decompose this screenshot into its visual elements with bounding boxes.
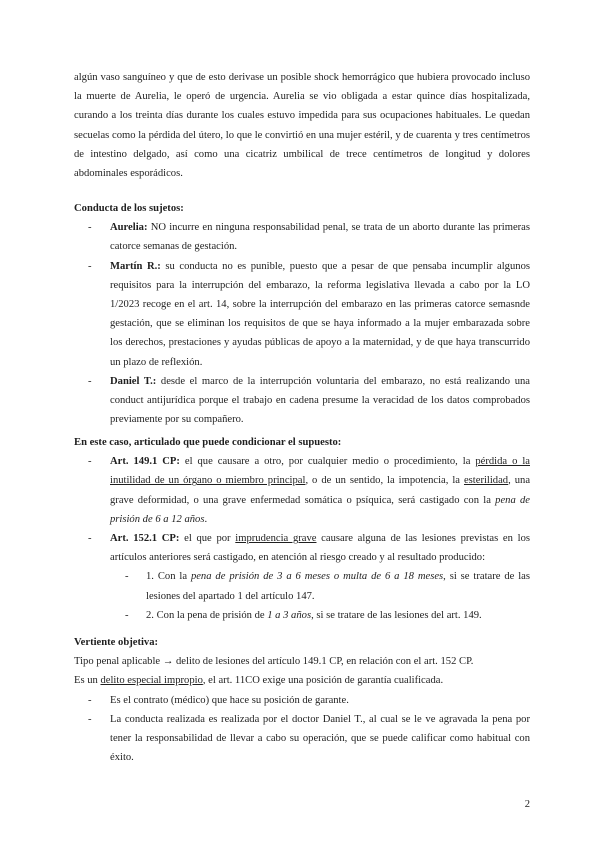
subject-text: su conducta no es punible, puesto que a pesar de que pensaba incumplir algunos requisitos para la interrupción del embarazo, la reforma legislativa llevada a cabo por la LO 1/2023 recoge en el art. 14, sobre la interrupción del embarazo en las primeras catorce semasnde gestación, que se eliminan los requisitos de que se haya informado a la mujer embarazada sobre los derechos, prestaciones y ayudas públicas de apoyo a la maternidad, y de que haya transcurrido un plazo de reflexión.	[110, 260, 530, 368]
vertiente-list	[74, 691, 530, 768]
articulado-heading: En este caso, articulado que puede condicionar el supuesto:	[74, 437, 342, 448]
intro-section	[74, 68, 530, 183]
underlined-text: imprudencia grave	[235, 533, 317, 545]
italic-text: pena de prisión de 3 a 6 meses o multa de 6 a 18 meses	[190, 571, 444, 583]
underlined-text: esterilidad	[463, 475, 509, 487]
line-text: Es un	[74, 675, 101, 687]
vertiente-line-2	[74, 671, 530, 690]
article-text: , una grave deformidad, o una grave enfermedad somática o psíquica, será castigado con la	[110, 475, 531, 506]
list-item	[74, 218, 530, 256]
underlined-text: pérdida o la inutilidad de un órgano o miembro principal	[110, 456, 530, 487]
vertiente-line-1: Tipo penal aplicable → delito de lesiones del artículo 149.1 CP, en relación con el art. 152 CP.	[74, 656, 474, 668]
sub-list-item	[110, 606, 530, 625]
subject-name: Daniel T.:	[110, 375, 157, 387]
sub-text: 1. Con la	[146, 571, 191, 583]
list-item: - Es el contrato (médico) que hace su posición de garante.	[74, 691, 530, 710]
sub-text: , si se tratare de las lesiones del apartado 1 del artículo 147.	[146, 571, 530, 602]
underlined-text: delito especial impropio	[100, 675, 203, 687]
list-item	[74, 529, 530, 625]
article-text: .	[204, 513, 208, 525]
article-text: el que causare a otro, por cualquier medio o procedimiento, la	[179, 456, 476, 468]
list-item	[74, 372, 530, 430]
conducta-heading: Conducta de los sujetos:	[74, 203, 184, 214]
conducta-section	[74, 199, 530, 429]
vertiente-section	[74, 633, 530, 767]
article-label: Art. 152.1 CP:	[110, 533, 180, 545]
list-item: - La conducta realizada es realizada por el doctor Daniel T., al cual se le ve agravada la pena por tener la responsabilidad de llevar a cabo su operación, que se puede calificar como habitual con éxito.	[74, 710, 530, 768]
page-number: 2	[524, 799, 530, 810]
italic-text: pena de prisión de 6 a 12 años	[110, 494, 530, 525]
articulado-list	[74, 452, 530, 625]
list-item	[74, 257, 530, 372]
subject-text: desde el marco de la interrupción voluntaria del embarazo, no está realizando una conduct antijurídica porque el trabajo en cadena presume la veracidad de los datos comprobados previamente por su compañero.	[110, 375, 530, 426]
sub-list	[110, 567, 530, 625]
article-text: causare alguna de las lesiones previstas en los artículos anteriores será castigado, en atención al riesgo creado y al resultado producido:	[110, 533, 530, 564]
articulado-section	[74, 433, 530, 625]
sub-text: 2. Con la pena de prisión de	[146, 609, 268, 621]
vertiente-heading: Vertiente objetiva:	[74, 637, 159, 648]
article-text: , o de un sentido, la impotencia, la	[305, 475, 464, 487]
sub-list-item	[110, 567, 530, 605]
conducta-list	[74, 218, 530, 429]
sub-text: , si se tratare de las lesiones del art. 149.	[311, 609, 482, 621]
italic-text: 1 a 3 años	[267, 609, 312, 621]
intro-paragraph: algún vaso sanguíneo y que de esto derivase un posible shock hemorrágico que hubiera provocado incluso la muerte de Aurelia, le operó de urgencia. Aurelia se vio obligada a estar quince días hospitalizada, curando a los treinta días durante los cuales estuvo impedida para sus ocupaciones habituales. Le quedan secuelas como la pérdida del útero, lo que le convirtió en una mujer estéril, y de cuarenta y tres centímetros de intestino delgado, así como una cicatriz umbilical de trece centímetros de longitud y dolores abdominales esporádicos.	[74, 72, 530, 180]
list-item	[74, 452, 530, 529]
subject-name: Martín R.:	[110, 260, 161, 272]
line-text: , el art. 11CO exige una posición de garantía cualificada.	[202, 675, 444, 687]
article-label: Art. 149.1 CP:	[110, 456, 180, 468]
subject-text: NO incurre en ninguna responsabilidad penal, se trata de un aborto durante las primeras catorce semanas de gestación.	[110, 222, 530, 253]
article-text: el que por	[179, 533, 236, 545]
subject-name: Aurelia:	[110, 222, 148, 234]
